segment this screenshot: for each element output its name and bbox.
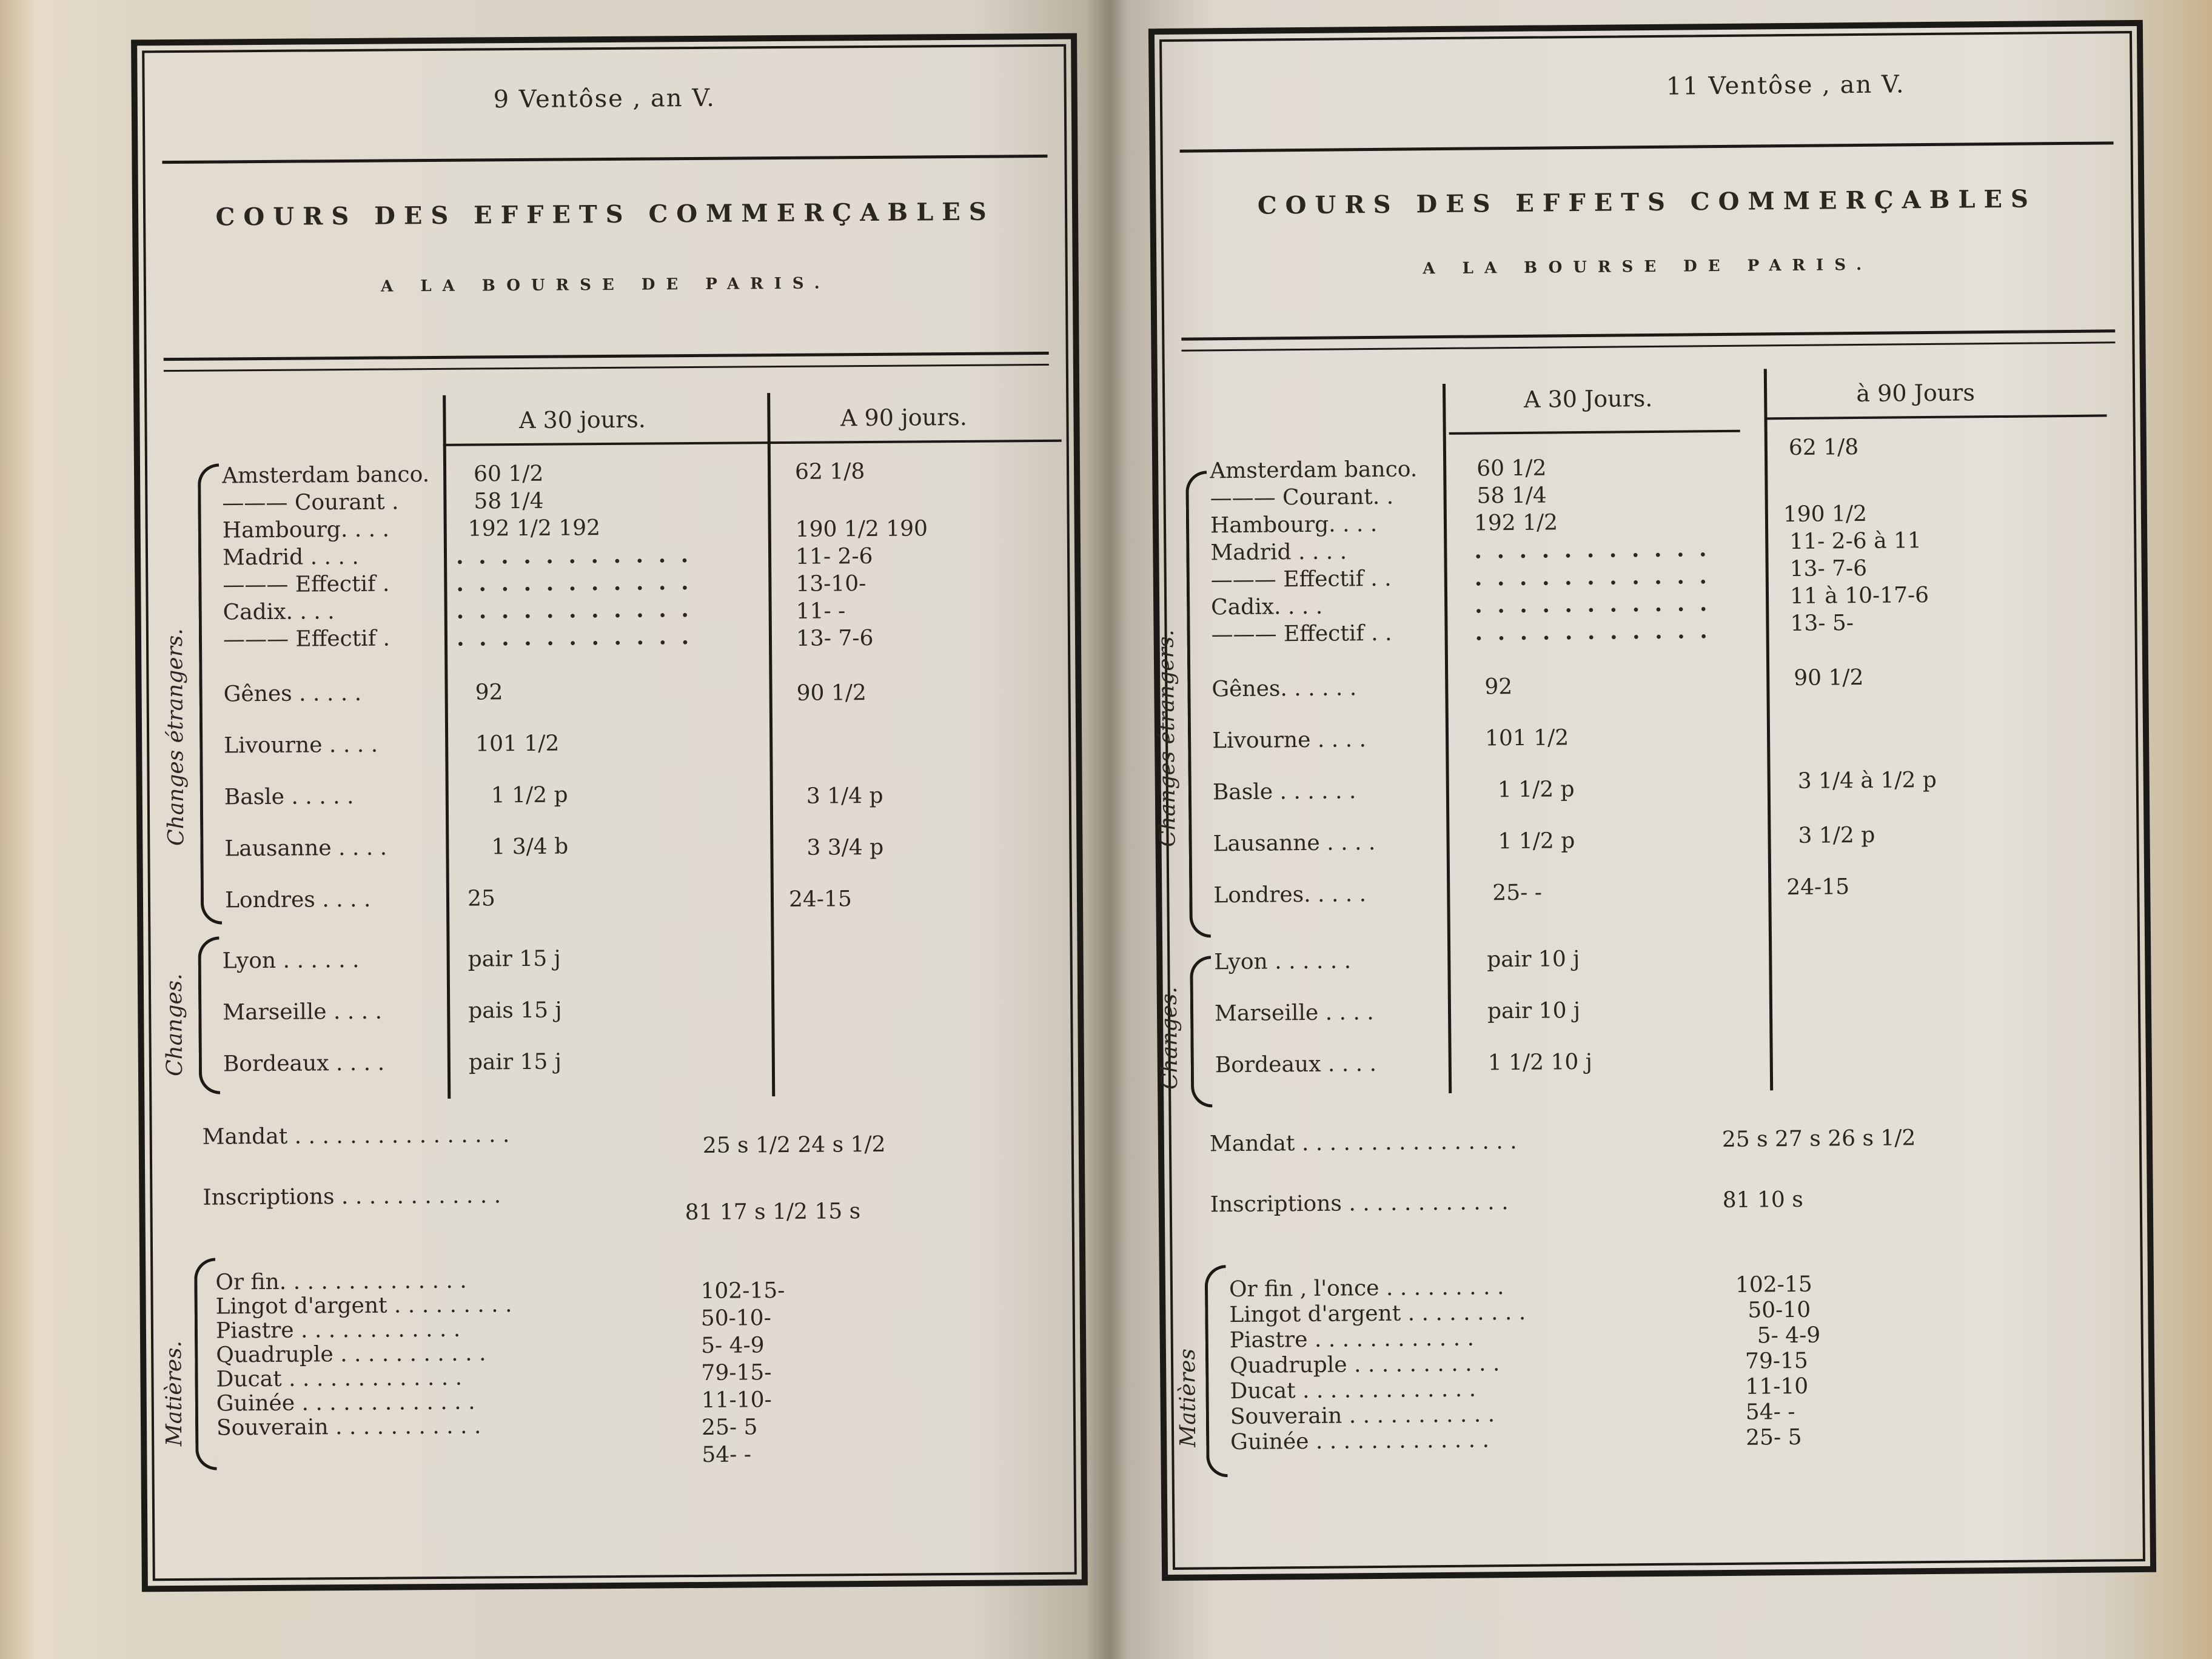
row-value-30: 60 1/2: [473, 461, 544, 487]
row-value-30: 92: [475, 680, 503, 705]
row-value-30: 1 1/2 10 j: [1487, 1049, 1593, 1076]
row-value-30: 25: [467, 886, 495, 911]
row-label: Amsterdam banco.: [1210, 457, 1418, 484]
group-label-matieres: Matières.: [161, 1340, 187, 1447]
row-label: Livourne . . . .: [224, 732, 378, 759]
col-30-jours-header: A 30 jours.: [518, 406, 646, 434]
page-subtitle: A LA BOURSE DE PARIS.: [380, 274, 831, 296]
matiere-label: Souverain . . . . . . . . . . .: [1230, 1402, 1495, 1430]
header-rule: [162, 155, 1047, 164]
matiere-value: 50-10-: [700, 1305, 771, 1331]
row-label: Madrid . . . .: [1210, 539, 1347, 566]
group-brace-changes: [1190, 956, 1212, 1107]
column-divider-1: [443, 395, 451, 1099]
group-brace-changes-etrangers: [198, 463, 222, 924]
row-label: Bordeaux . . . .: [1215, 1051, 1377, 1078]
page-title: COURS DES EFFETS COMMERÇABLES: [215, 197, 995, 232]
row-value-90: 62 1/8: [794, 459, 865, 484]
row-value-30: 92: [1484, 674, 1513, 700]
row-value-30: . . . . . . . . . . .: [456, 597, 693, 624]
row-value-30: 192 1/2: [1473, 510, 1558, 536]
title-rule: [1181, 329, 2115, 340]
row-value-30: pais 15 j: [468, 997, 562, 1024]
matiere-value: 102-15-: [700, 1278, 785, 1304]
row-value-30: 192 1/2 192: [468, 515, 601, 541]
mandat-value: 25 s 27 s 26 s 1/2: [1721, 1125, 1916, 1153]
row-value-90: 90 1/2: [1794, 665, 1864, 691]
row-label: Lausanne . . . .: [224, 835, 387, 862]
row-label: ——— Courant. .: [1210, 484, 1394, 511]
row-value-90: 11- -: [796, 598, 846, 624]
inscriptions-value: 81 10 s: [1722, 1187, 1803, 1213]
row-label: Hambourg. . . .: [222, 517, 390, 543]
row-value-90: 90 1/2: [796, 680, 866, 706]
matiere-label: Souverain . . . . . . . . . . .: [216, 1413, 481, 1441]
row-label: ——— Effectif .: [223, 571, 390, 598]
group-label-changes-etrangers: Changes étrangers.: [162, 628, 189, 846]
row-value-90: 3 1/4 à 1/2 p: [1797, 767, 1937, 794]
row-value-90: 3 3/4 p: [806, 834, 884, 860]
group-brace-matieres: [1205, 1265, 1228, 1477]
row-label: ——— Effectif .: [223, 626, 390, 652]
row-label: Lyon . . . . . .: [222, 947, 360, 974]
mandat-label: Mandat . . . . . . . . . . . . . . . .: [202, 1122, 510, 1150]
row-value-30: pair 15 j: [468, 946, 561, 972]
page-title: COURS DES EFFETS COMMERÇABLES: [1257, 184, 2037, 220]
group-brace-changes-etrangers: [1185, 471, 1211, 937]
matiere-value: 25- 5: [701, 1415, 758, 1440]
row-value-30: 60 1/2: [1476, 455, 1547, 481]
row-label: Marseille . . . .: [223, 999, 383, 1025]
matiere-label: Guinée . . . . . . . . . . . . .: [1230, 1427, 1490, 1455]
row-value-90: 13-10-: [796, 571, 866, 597]
row-value-30: . . . . . . . . . . .: [456, 569, 692, 597]
matiere-value: 5- 4-9: [1757, 1322, 1821, 1349]
row-label: ——— Effectif . .: [1210, 566, 1392, 593]
matiere-label: Piastre . . . . . . . . . . . .: [215, 1316, 461, 1344]
mandat-label: Mandat . . . . . . . . . . . . . . . .: [1209, 1128, 1517, 1157]
row-value-90: 24-15: [788, 886, 852, 912]
row-label: Basle . . . . . .: [1212, 779, 1356, 805]
header-rule: [1180, 141, 2114, 152]
row-label: Cadix. . . .: [1211, 594, 1323, 620]
row-value-30: 58 1/4: [1476, 483, 1547, 509]
row-value-90: 190 1/2: [1783, 501, 1868, 528]
column-header-rule: [1767, 414, 2106, 420]
matiere-label: Ducat . . . . . . . . . . . . .: [1230, 1376, 1476, 1404]
matiere-label: Quadruple . . . . . . . . . . .: [216, 1341, 486, 1368]
matiere-label: Or fin. . . . . . . . . . . . . .: [215, 1268, 467, 1295]
row-value-30: . . . . . . . . . . .: [1474, 536, 1711, 564]
inscriptions-label: Inscriptions . . . . . . . . . . . .: [203, 1183, 501, 1210]
row-value-90: 3 1/4 p: [806, 783, 883, 809]
row-label: Gênes . . . . .: [223, 680, 362, 707]
row-value-30: 1 3/4 b: [491, 834, 569, 860]
row-value-30: . . . . . . . . . . .: [1475, 618, 1711, 646]
group-label-changes: Changes.: [161, 973, 188, 1077]
group-label-changes: Changes.: [1156, 987, 1183, 1090]
row-label: Bordeaux . . . .: [223, 1050, 385, 1077]
matiere-label: Quadruple . . . . . . . . . . .: [1229, 1351, 1500, 1379]
row-value-30: 1 1/2 p: [491, 782, 568, 808]
left-page: [131, 33, 1088, 1592]
row-label: Basle . . . . .: [224, 783, 354, 810]
row-value-90: 11- 2-6: [795, 543, 873, 569]
row-value-30: . . . . . . . . . . .: [1475, 591, 1711, 618]
matiere-value: 50-10: [1748, 1297, 1811, 1323]
row-value-30: pair 10 j: [1487, 998, 1581, 1024]
row-value-30: 101 1/2: [475, 731, 560, 757]
row-label: ——— Effectif . .: [1211, 620, 1392, 648]
row-value-30: . . . . . . . . . . .: [456, 624, 693, 651]
col-30-jours-header: A 30 Jours.: [1523, 384, 1653, 413]
row-label: Lyon . . . . . .: [1214, 948, 1352, 975]
row-value-30: . . . . . . . . . . .: [455, 542, 692, 569]
matiere-value: 11-10-: [701, 1387, 772, 1413]
title-rule-thin: [1181, 341, 2115, 351]
col-90-jours-header: à 90 Jours: [1856, 379, 1976, 407]
row-label: ——— Courant .: [222, 489, 399, 516]
row-label: Hambourg. . . .: [1210, 511, 1378, 538]
matiere-value: 54- -: [1745, 1399, 1795, 1425]
row-label: Gênes. . . . . .: [1212, 675, 1357, 702]
group-brace-matieres: [194, 1258, 216, 1470]
inscriptions-value: 81 17 s 1/2 15 s: [685, 1199, 861, 1225]
column-divider-2: [1764, 369, 1773, 1090]
column-header-rule: [1449, 430, 1740, 435]
row-value-90: 11- 2-6 à 11: [1789, 528, 1922, 555]
row-value-30: pair 15 j: [468, 1049, 562, 1075]
row-value-30: 25- -: [1492, 880, 1543, 906]
row-value-90: 190 1/2 190: [795, 516, 928, 542]
group-label-changes-etrangers: Changes étrangers.: [1153, 629, 1181, 848]
matiere-label: Ducat . . . . . . . . . . . . .: [216, 1365, 463, 1392]
matiere-value: 79-15: [1744, 1348, 1809, 1374]
title-rule: [164, 352, 1049, 361]
group-brace-changes: [198, 936, 220, 1094]
matiere-value: 11-10: [1745, 1373, 1809, 1399]
row-label: Livourne . . . .: [1212, 727, 1367, 754]
col-90-jours-header: A 90 jours.: [840, 403, 968, 432]
matiere-value: 102-15: [1735, 1272, 1812, 1298]
right-page: [1148, 20, 2156, 1581]
inscriptions-label: Inscriptions . . . . . . . . . . . .: [1210, 1190, 1509, 1218]
row-label: Amsterdam banco.: [221, 462, 430, 489]
page-subtitle: A LA BOURSE DE PARIS.: [1423, 255, 1873, 278]
matiere-value: 54- -: [702, 1442, 752, 1467]
row-value-90: 13- 5-: [1790, 611, 1854, 637]
matiere-label: Lingot d'argent . . . . . . . . .: [1229, 1299, 1526, 1328]
row-value-30: 101 1/2: [1484, 725, 1569, 751]
row-value-90: 11 à 10-17-6: [1789, 583, 1929, 609]
row-value-90: 13- 7-6: [796, 625, 874, 651]
row-value-30: 1 1/2 p: [1498, 828, 1575, 854]
matiere-value: 79-15-: [701, 1360, 772, 1386]
page-date: 11 Ventôse , an V.: [1666, 70, 1905, 101]
matiere-label: Or fin , l'once . . . . . . . . .: [1228, 1275, 1504, 1302]
column-divider-1: [1443, 384, 1452, 1093]
row-value-30: pair 10 j: [1487, 947, 1580, 973]
title-rule-thin: [164, 364, 1049, 372]
row-label: Marseille . . . .: [1214, 1000, 1374, 1027]
row-label: Londres . . . .: [224, 886, 371, 913]
row-label: Cadix. . . .: [223, 599, 335, 625]
mandat-value: 25 s 1/2 24 s 1/2: [702, 1131, 886, 1158]
column-header-rule: [443, 440, 1062, 446]
row-value-90: 13- 7-6: [1789, 555, 1868, 582]
page-date: 9 Ventôse , an V.: [493, 84, 716, 114]
row-label: Londres. . . . .: [1213, 882, 1367, 908]
row-label: Lausanne . . . .: [1213, 830, 1376, 857]
row-value-90: 3 1/2 p: [1798, 822, 1875, 848]
row-value-30: . . . . . . . . . . .: [1474, 563, 1711, 591]
row-label: Madrid . . . .: [222, 544, 359, 571]
group-label-matieres: Matières: [1175, 1348, 1201, 1447]
row-value-90: 24-15: [1786, 874, 1850, 900]
row-value-30: 58 1/4: [474, 488, 544, 514]
matiere-label: Lingot d'argent . . . . . . . . .: [215, 1292, 512, 1319]
row-value-30: 1 1/2 p: [1497, 777, 1575, 803]
column-divider-2: [767, 393, 775, 1096]
matiere-label: Piastre . . . . . . . . . . . .: [1229, 1326, 1475, 1353]
row-value-90: 62 1/8: [1788, 435, 1859, 461]
matiere-value: 5- 4-9: [701, 1333, 765, 1358]
matiere-label: Guinée . . . . . . . . . . . . .: [216, 1389, 475, 1416]
matiere-value: 25- 5: [1746, 1424, 1802, 1450]
